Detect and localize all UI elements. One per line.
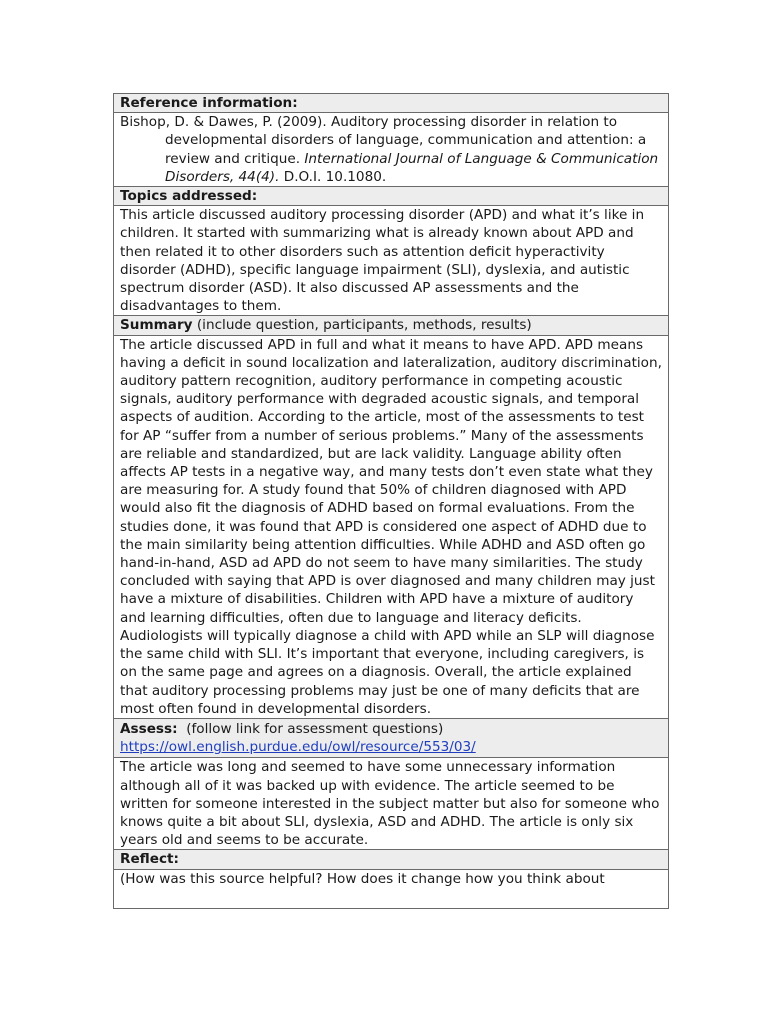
summary-heading: Summary [120, 317, 193, 334]
topics-header-row [114, 187, 668, 206]
summary-text: The article discussed APD in full and what it means to have APD. APD means having a deficit in sound localization and lateralization, auditory discrimination, auditory pattern recognition, auditory performance in competing acoustic signals, auditory performance with degraded acoustic signals, and temporal aspects of audition. According to the article, most of the assessments to test for AP “suffer from a number of serious problems.” Many of the assessments are reliable and standardized, but are lack validity. Language ability often affects AP tests in a negative way, and many tests don’t even state what they are measuring for. A study found that 50% of children diagnosed with APD would also fit the diagnosis of ADHD based on formal evaluations. From the studies done, it was found that APD is considered one aspect of ADHD due to the main similarity being attention difficulties. While ADHD and ASD often go hand-in-hand, ASD ad APD do not seem to have many similarities. The study concluded with saying that APD is over diagnosed and many children may just have a mixture of disabilities. Children with APD have a mixture of auditory and learning difficulties, often due to language and literacy deficits. Audiologists will typically diagnose a child with APD while an SLP will diagnose the same child with SLI. It’s important that everyone, including caregivers, is on the same page and agrees on a diagnosis. Overall, the article explained that auditory processing problems may just be one of many deficits that are most often found in developmental disorders. [114, 336, 668, 719]
reference-header-row [114, 94, 668, 113]
citation-lead: Bishop, D. & Dawes, P. (2009). Auditory processing disorder in relation to developmental disorders of language, communication and attention: a review and critique. [120, 114, 647, 167]
assess-header-row [114, 719, 668, 758]
assessment-questions-link[interactable]: https://owl.english.purdue.edu/owl/resource/553/03/ [120, 739, 476, 756]
summary-heading-note: (include question, participants, methods, results) [192, 317, 532, 334]
assess-heading: Assess: [120, 720, 178, 737]
reflect-heading: Reflect: [120, 851, 179, 868]
topics-heading: Topics addressed: [120, 188, 258, 205]
citation-journal: International Journal of Language & Communication Disorders, 44(4). [165, 150, 659, 185]
assess-text: The article was long and seemed to have some unnecessary information although all of it was backed up with evidence. The article seemed to be written for someone interested in the subject matter but also for someone who knows quite a bit about SLI, dyslexia, ASD and ADHD. The article is only six years old and seems to be accurate. [114, 758, 668, 850]
annotated-bibliography-table [113, 93, 669, 909]
topics-text: This article discussed auditory processing disorder (APD) and what it’s like in children. It started with summarizing what is already known about APD and then related it to other disorders such as attention deficit hyperactivity disorder (ADHD), specific language impairment (SLI), dyslexia, and autistic spectrum disorder (ASD). It also discussed AP assessments and the disadvantages to them. [114, 206, 668, 316]
assess-heading-note: (follow link for assessment questions) [177, 720, 444, 737]
reference-heading: Reference information: [120, 95, 298, 111]
citation-tail: D.O.I. 10.1080. [279, 168, 387, 185]
summary-header-row [114, 316, 668, 335]
reflect-header-row [114, 850, 668, 869]
reference-citation [114, 113, 668, 187]
reflect-prompt: (How was this source helpful? How does it change how you think about [120, 870, 605, 887]
